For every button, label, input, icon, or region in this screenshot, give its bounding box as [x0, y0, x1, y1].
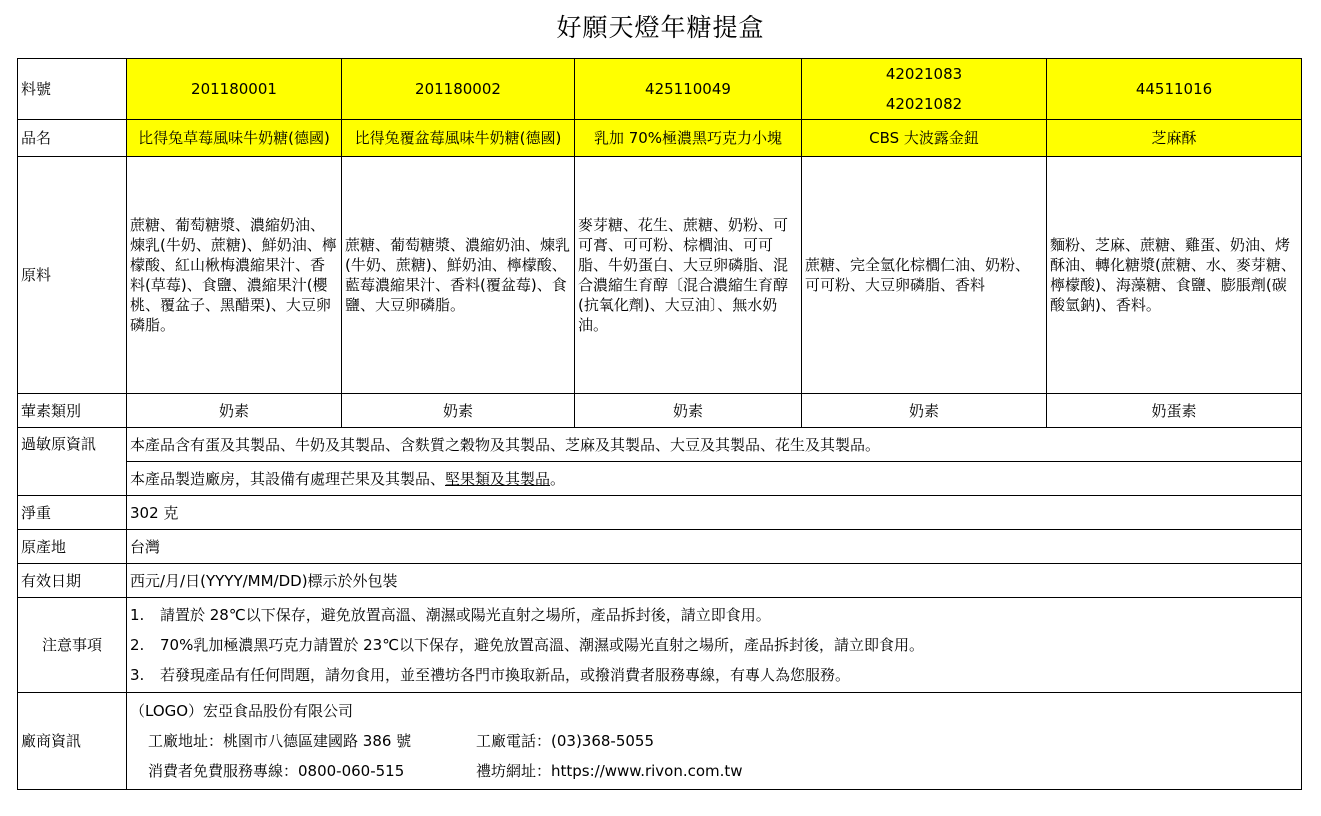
diet-type-cell: 奶素: [575, 394, 802, 428]
product-info-table: [17, 58, 1302, 790]
ingredients-row: [18, 157, 1302, 394]
expiry-row: [18, 564, 1302, 598]
product-name-cell: 芝麻酥: [1047, 120, 1302, 157]
item-no-line: 42021082: [885, 95, 963, 113]
note-item: [130, 630, 1298, 660]
item-no-cell: 44511016: [1047, 59, 1302, 120]
ingredients-cell: 麵粉、芝麻、蔗糖、雞蛋、奶油、烤酥油、轉化糖漿(蔗糖、水、麥芽糖、檸檬酸)、海藻糖、食鹽、膨脹劑(碳酸氫鈉)、香料。: [1047, 157, 1302, 394]
manufacturer-cell: [127, 693, 1302, 790]
note-number: 1.: [130, 606, 145, 624]
note-item: [130, 660, 1298, 690]
website: 禮坊網址：https://www.rivon.com.tw: [476, 762, 743, 780]
net-weight-value: 302 克: [127, 496, 1302, 530]
item-no-line: 42021083: [885, 65, 963, 83]
item-no-cell: 425110049: [575, 59, 802, 120]
allergen-line-2: [127, 462, 1302, 496]
item-no-cell: [802, 59, 1047, 120]
diet-type-cell: 奶素: [127, 394, 342, 428]
notes-row: [18, 598, 1302, 693]
diet-type-cell: 奶素: [802, 394, 1047, 428]
ingredients-label: 原料: [18, 157, 127, 394]
factory-phone: 工廠電話：(03)368-5055: [476, 732, 655, 750]
product-name-cell: 比得兔草莓風味牛奶糖(德國): [127, 120, 342, 157]
note-item: [130, 600, 1298, 630]
ingredients-cell: 麥芽糖、花生、蔗糖、奶粉、可可膏、可可粉、棕櫚油、可可脂、牛奶蛋白、大豆卵磷脂、混合濃縮生育醇〔混合濃縮生育醇(抗氧化劑)、大豆油〕、無水奶油。: [575, 157, 802, 394]
product-name-label: 品名: [18, 120, 127, 157]
allergen-row: [18, 428, 1302, 462]
origin-value: 台灣: [127, 530, 1302, 564]
origin-row: [18, 530, 1302, 564]
service-hotline: 消費者免費服務專線：0800-060-515: [148, 762, 405, 780]
product-name-cell: 比得兔覆盆莓風味牛奶糖(德國): [342, 120, 575, 157]
ingredients-cell: 蔗糖、葡萄糖漿、濃縮奶油、煉乳(牛奶、蔗糖)、鮮奶油、檸檬酸、藍莓濃縮果汁、香料(覆盆莓)、食鹽、大豆卵磷脂。: [342, 157, 575, 394]
allergen-label: 過敏原資訊: [18, 428, 127, 496]
manufacturer-row: [18, 693, 1302, 790]
note-number: 3.: [130, 666, 145, 684]
notes-cell: [127, 598, 1302, 693]
diet-type-cell: 奶蛋素: [1047, 394, 1302, 428]
company-name: （LOGO）宏亞食品股份有限公司: [130, 702, 354, 720]
note-text: 70%乳加極濃黑巧克力請置於 23℃以下保存，避免放置高溫、潮濕或陽光直射之場所，產品拆封後，請立即食用。: [160, 636, 925, 654]
allergen-line-1: 本產品含有蛋及其製品、牛奶及其製品、含麩質之穀物及其製品、芝麻及其製品、大豆及其製品、花生及其製品。: [127, 428, 1302, 462]
allergen-text-end: 。: [550, 469, 566, 488]
origin-label: 原產地: [18, 530, 127, 564]
diet-type-label: 葷素類別: [18, 394, 127, 428]
ingredients-cell: 蔗糖、完全氫化棕櫚仁油、奶粉、可可粉、大豆卵磷脂、香料: [802, 157, 1047, 394]
product-name-cell: CBS 大波露金鈕: [802, 120, 1047, 157]
diet-type-cell: 奶素: [342, 394, 575, 428]
net-weight-row: [18, 496, 1302, 530]
manufacturer-label: 廠商資訊: [18, 693, 127, 790]
allergen-row-2: [18, 462, 1302, 496]
diet-type-row: [18, 394, 1302, 428]
expiry-value: 西元/月/日(YYYY/MM/DD)標示於外包裝: [127, 564, 1302, 598]
item-no-cell: 201180002: [342, 59, 575, 120]
factory-address: 工廠地址：桃園市八德區建國路 386 號: [148, 732, 412, 750]
ingredients-cell: 蔗糖、葡萄糖漿、濃縮奶油、煉乳(牛奶、蔗糖)、鮮奶油、檸檬酸、紅山楸梅濃縮果汁、香料(草莓)、食鹽、濃縮果汁(櫻桃、覆盆子、黑醋栗)、大豆卵磷脂。: [127, 157, 342, 394]
item-no-label: 料號: [18, 59, 127, 120]
product-name-row: [18, 120, 1302, 157]
note-text: 若發現產品有任何問題，請勿食用，並至禮坊各門市換取新品，或撥消費者服務專線，有專人為您服務。: [160, 666, 851, 684]
note-number: 2.: [130, 636, 145, 654]
item-no-row: [18, 59, 1302, 120]
product-name-cell: 乳加 70%極濃黑巧克力小塊: [575, 120, 802, 157]
net-weight-label: 淨重: [18, 496, 127, 530]
note-text: 請置於 28℃以下保存，避免放置高溫、潮濕或陽光直射之場所，產品拆封後，請立即食用。: [160, 606, 771, 624]
item-no-cell: 201180001: [127, 59, 342, 120]
service-info-line: [130, 756, 1298, 786]
notes-label: 注意事項: [18, 598, 127, 693]
allergen-text: 本產品製造廠房，其設備有處理芒果及其製品、: [130, 469, 446, 488]
expiry-label: 有效日期: [18, 564, 127, 598]
factory-info-line: [130, 726, 1298, 756]
page-title: 好願天燈年糖提盒: [556, 13, 765, 42]
allergen-nuts-text: 堅果類及其製品: [445, 469, 551, 488]
